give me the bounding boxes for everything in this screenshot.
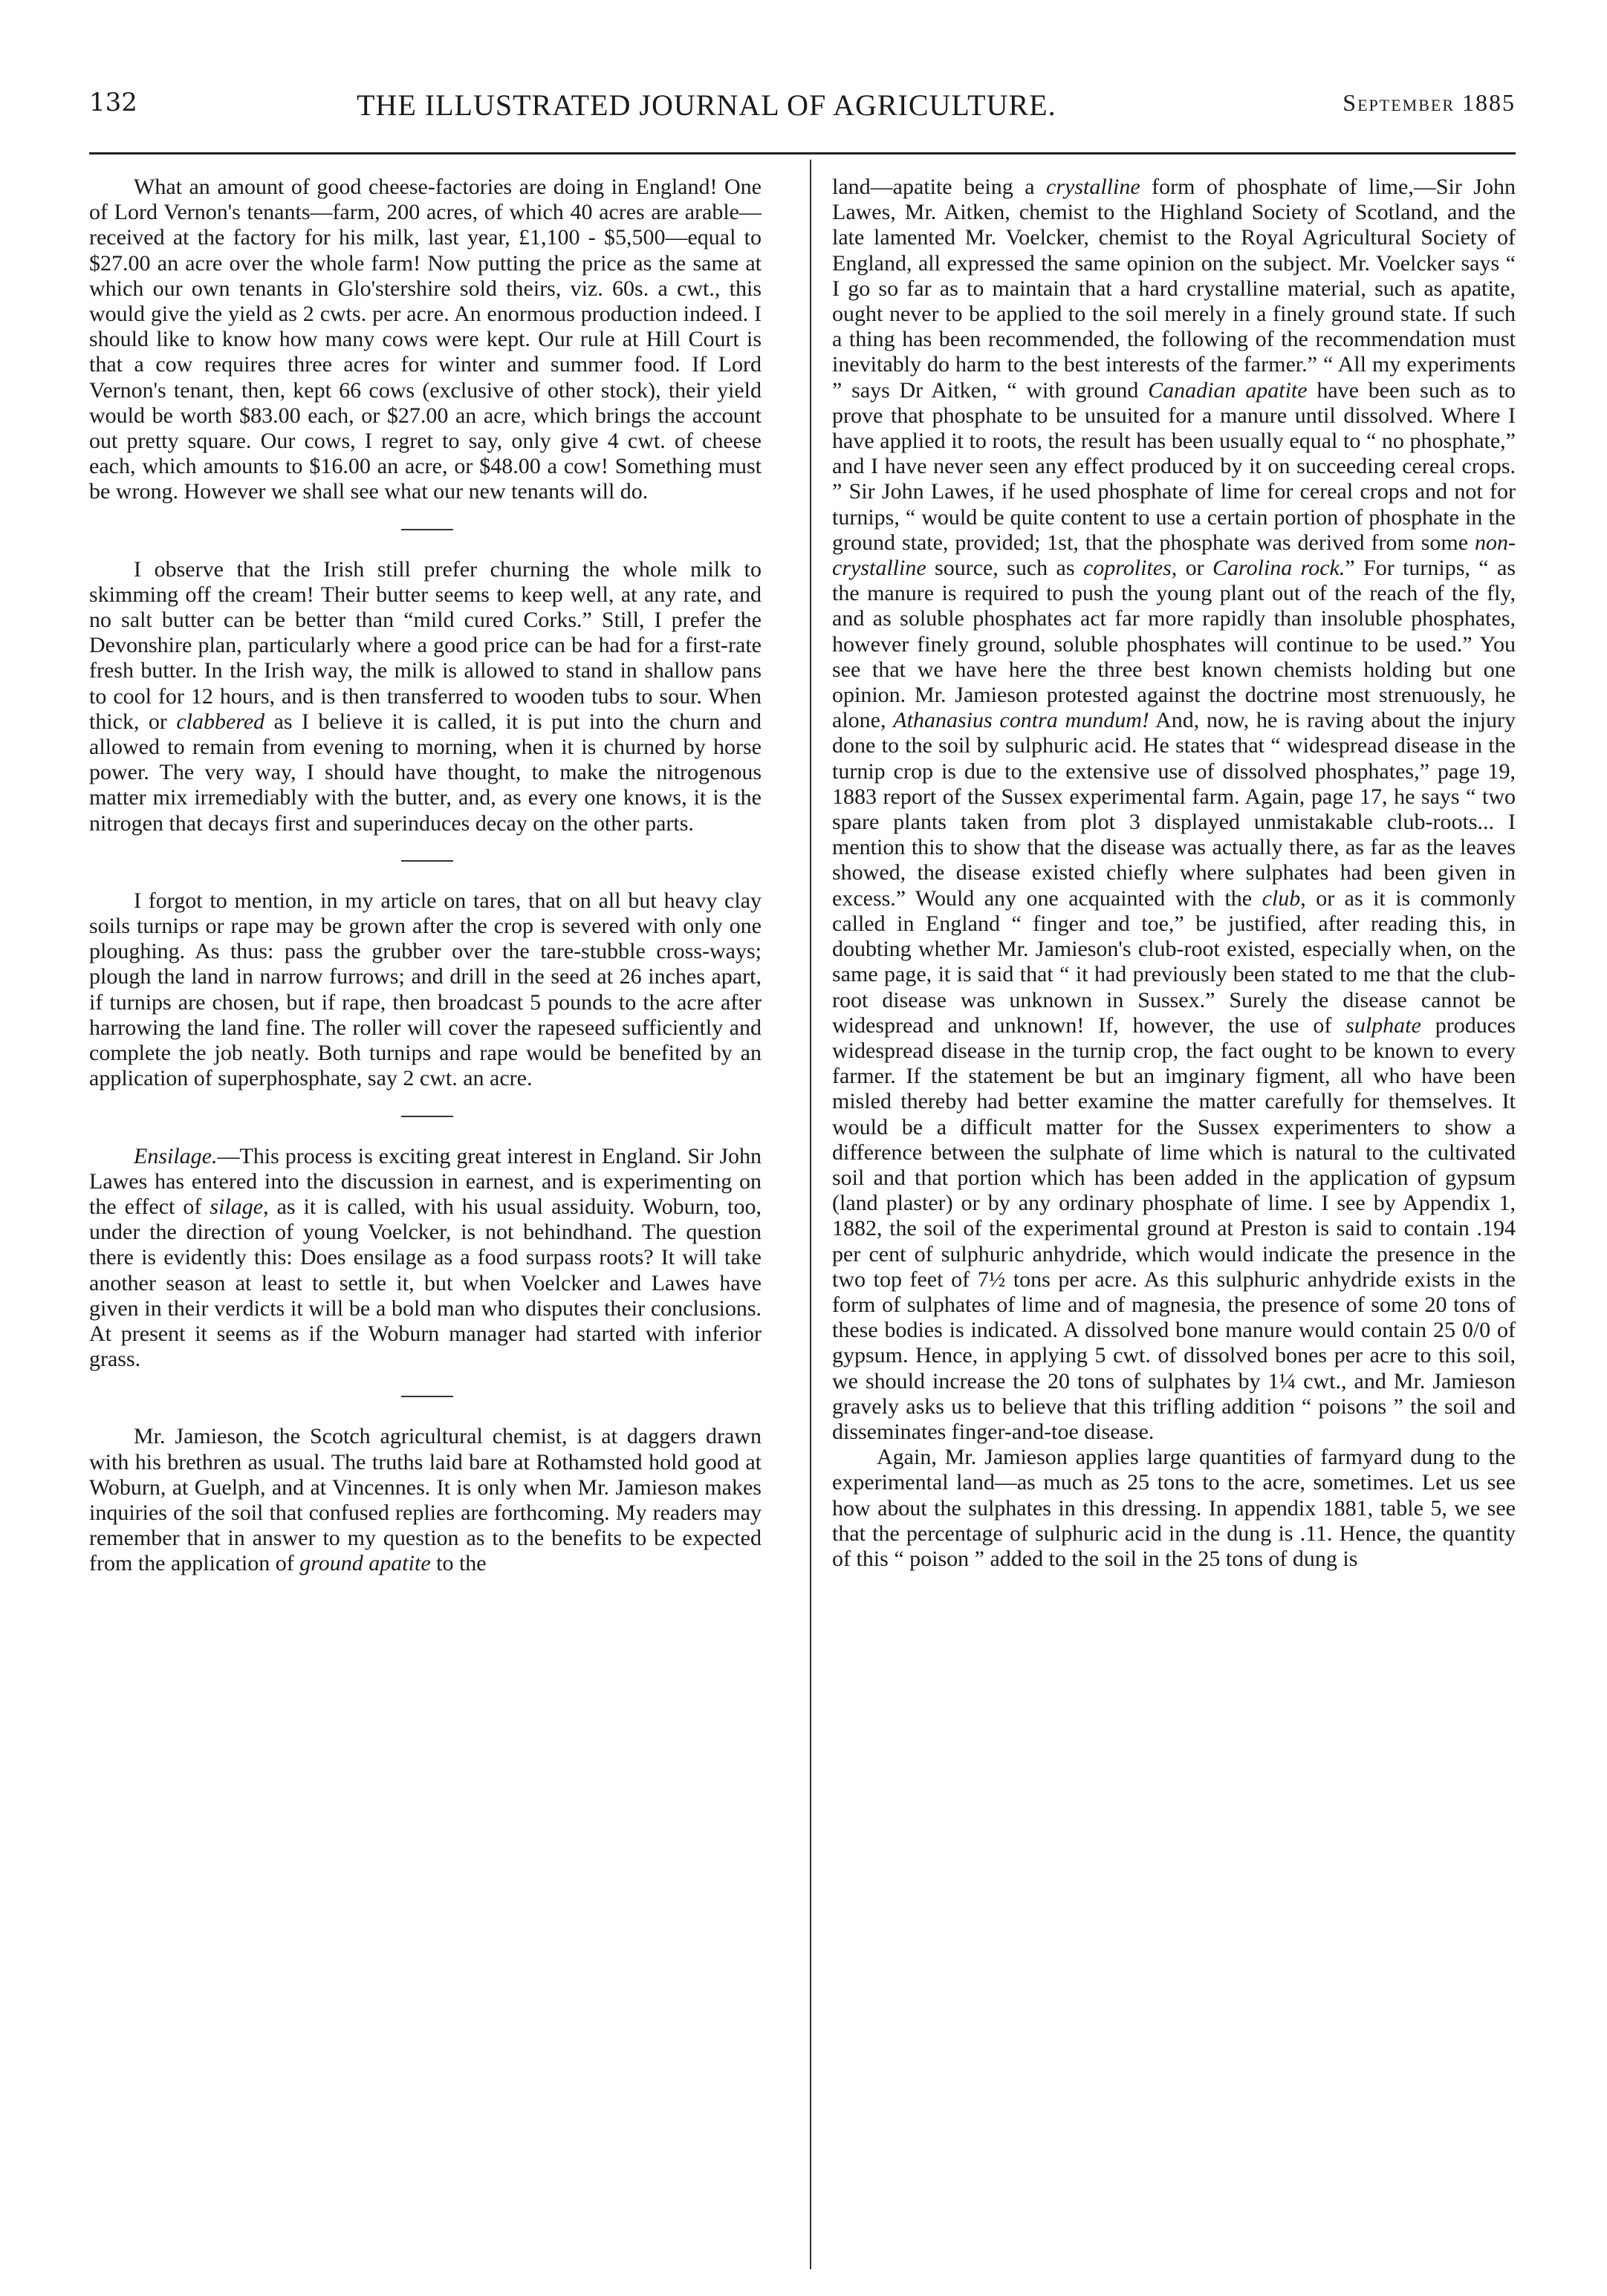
header-rule [89,152,1516,155]
left-column [89,175,762,1577]
section-separator [89,505,762,557]
right-column [832,175,1516,1572]
paragraph-jamieson: Mr. Jamieson, the Scotch agricultural chemist, is at daggers drawn with his brethren as usual. The truths laid bare at Rothamsted hold good at Woburn, at Guelph, and at Vincennes. It is only when Mr. Jamieson makes inquiries of the soil that confused replies are forthcoming. My readers may remember that in answer to my question as to the benefits to be expected from the application of ground apatite to the [89,1424,762,1576]
column-divider [810,160,811,2269]
paragraph-farmyard-dung: Again, Mr. Jamieson applies large quantities of farmyard dung to the experimental land—as much as 25 tons to the acre, sometimes. Let us see how about the sulphates in this dressing. In appendix 1881, table 5, we see that the percentage of sulphuric acid in the dung is .11. Hence, the quantity of this “ poison ” added to the soil in the 25 tons of dung is [832,1445,1516,1571]
paragraph-irish-butter: I observe that the Irish still prefer churning the whole milk to skimming off the cream! Their butter seems to keep well, at any rate, and no salt butter can be better than “mild cured Corks.” Still, I prefer the Devonshire plan, particularly where a good price can be had for a first-rate fresh butter. In the Irish way, the milk is allowed to stand in shallow pans to cool for 12 hours, and is then transferred to wooden tubs to sour. When thick, or clabbered as I believe it is called, it is put into the churn and allowed to remain from evening to morning, when it is churned by horse power. The very way, I should have thought, to make the nitrogenous matter mix irremediably with the butter, and, as every one knows, it is the nitrogen that decays first and superinduces decay on the other parts. [89,556,762,836]
issue-date: September 1885 [1343,89,1516,116]
paragraph-apatite: land—apatite being a crystalline form of phosphate of lime,—Sir John Lawes, Mr. Aitken, chemist to the Highland Society of Scotland, and the late lamented Mr. Voelcker, chemist to the Royal Agricultural Society of England, all expressed the same opinion on the subject. Mr. Voelcker says “ I go so far as to maintain that a hard crystalline material, such as apatite, ought never to be applied to the soil merely in a finely ground state. If such a thing has been recommended, the following of the recommendation must inevitably do harm to the best interests of the farmer.” “ All my experiments ” says Dr Aitken, “ with ground Canadian apatite have been such as to prove that phosphate to be unsuited for a manure until dissolved. Where I have applied it to roots, the result has been usually equal to “ no phosphate,” and I have never seen any effect produced by it on succeeding cereal crops. ” Sir John Lawes, if he used phosphate of lime for cereal crops and not for turnips, “ would be quite content to use a certain portion of phosphate in the ground state, provided; 1st, that the phosphate was derived from some non-crystalline source, such as coprolites, or Carolina rock.” For turnips, “ as the manure is required to push the young plant out of the reach of the fly, and as soluble phosphates act far more rapidly than insoluble phosphates, however finely ground, soluble phosphates will continue to be used.” You see that we have here the three best known chemists holding but one opinion. Mr. Jamieson protested against the doctrine most strenuously, he alone, Athanasius contra mundum! And, now, he is raving about the injury done to the soil by sulphuric acid. He states that “ widespread disease in the turnip crop is due to the extensive use of dissolved phosphates,” page 19, 1883 report of the Sussex experimental farm. Again, page 17, he says “ two spare plants taken from plot 3 displayed unmistakable club-roots... I mention this to show that the disease was actually there, as far as the leaves showed, the disease existed chiefly where sulphates had been given in excess.” Would any one acquainted with the club, or as it is commonly called in England “ finger and toe,” be justified, after reading this, in doubting whether Mr. Jamieson's club-root existed, especially when, on the same page, it is said that “ it had previously been stated to me that the club-root disease was unknown in Sussex.” Surely the disease cannot be widespread and unknown! If, however, the use of sulphate produces widespread disease in the turnip crop, the fact ought to be known to every farmer. If the statement be but an imginary figment, all who have been misled thereby had better examine the matter carefully for themselves. It would be a difficult matter for the Sussex experimenters to show a difference between the sulphate of lime which is natural to the cultivated soil and that portion which has been added in the application of gypsum (land plaster) or by any ordinary phosphate of lime. I see by Appendix 1, 1882, the soil of the experimental ground at Preston is said to contain .194 per cent of sulphuric anhydride, which would indicate the presence in the two top feet of 7½ tons per acre. As this sulphuric anhydride exists in the form of sulphates of lime and of magnesia, the presence of some 20 tons of these bodies is indicated. A dissolved bone manure would contain 25 0/0 of gypsum. Hence, in applying 5 cwt. of dissolved bones per acre to this soil, we should increase the 20 tons of sulphates by 1¼ cwt., and Mr. Jamieson gravely asks us to believe that this trifling addition “ poisons ” the soil and disseminates finger-and-toe disease. [832,175,1516,1444]
section-separator [89,1092,762,1144]
section-separator [89,836,762,888]
paragraph-tares: I forgot to mention, in my article on tares, that on all but heavy clay soils turnips or rape may be grown after the crop is severed with only one ploughing. As thus: pass the grubber over the tare-stubble cross-ways; plough the land in narrow furrows; and drill in the seed at 26 inches apart, if turnips are chosen, but if rape, then broadcast 5 pounds to the acre after harrowing the land fine. The roller will cover the rapeseed sufficiently and complete the job neatly. Both turnips and rape would be benefited by an application of superphosphate, say 2 cwt. an acre. [89,888,762,1091]
page-header [89,88,1516,140]
page-number: 132 [89,88,137,117]
journal-title: THE ILLUSTRATED JOURNAL OF AGRICULTURE. [357,88,1056,122]
paragraph-ensilage: Ensilage.—This process is exciting great interest in England. Sir John Lawes has entered into the discussion in earnest, and is experimenting on the effect of silage, as it is called, with his usual assiduity. Woburn, too, under the direction of young Voelcker, is not behindhand. The question there is evidently this: Does ensilage as a food surpass roots? It will take another season at least to settle it, but when Voelcker and Lawes have given in their verdicts it will be a bold man who disputes their conclusions. At present it seems as if the Woburn manager had started with inferior grass. [89,1143,762,1372]
paragraph-cheese-factories: What an amount of good cheese-factories are doing in England! One of Lord Vernon's tenants—farm, 200 acres, of which 40 acres are arable—received at the factory for his milk, last year, £1,100 - $5,500—equal to $27.00 an acre over the whole farm! Now putting the price as the same at which our own tenants in Glo'stershire sold theirs, viz. 60s. a cwt., this would give the yield as 2 cwts. per acre. An enormous production indeed. I should like to know how many cows were kept. Our rule at Hill Court is that a cow requires three acres for winter and summer food. If Lord Vernon's tenant, then, kept 66 cows (exclusive of other stock), their yield would be worth $83.00 each, or $27.00 an acre, which brings the account out pretty square. Our cows, I regret to say, only give 4 cwt. of cheese each, which amounts to $16.00 an acre, or $48.00 a cow! Something must be wrong. However we shall see what our new tenants will do. [89,175,762,504]
section-separator [89,1372,762,1424]
